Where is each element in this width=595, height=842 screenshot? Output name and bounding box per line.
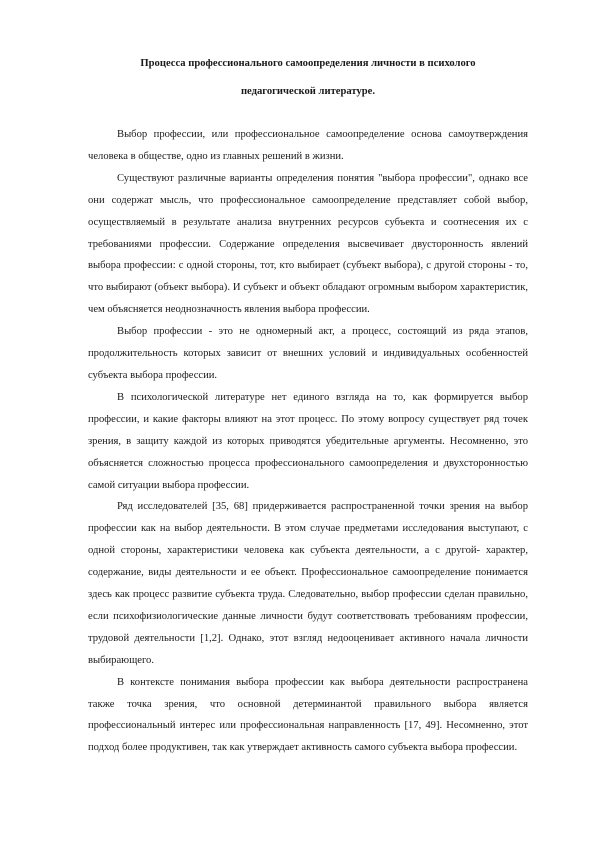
paragraph-5: Ряд исследователей [35, 68] придерживается распространенной точки зрения на выбор профессии как на выбор деятельности. В этом случае предметами исследования выступают, с одной стороны, характеристики человека как субъекта деятельности, а с другой- характер, содержание, виды деятельности и ее объект. Профессиональное самоопределение понимается здесь как процесс развитие субъекта труда. Следовательно, выбор профессии сделан правильно, если психофизиологические данные личности будут соответствовать требованиям профессии, трудовой деятельности [1,2]. Однако, этот взгляд недооценивает активного начала личности выбирающего. — [88, 501, 528, 666]
paragraph-6: В контексте понимания выбора профессии как выбора деятельности распространена также точка зрения, что основной детерминантой правильного выбора является профессиональный интерес или профессиональная направленность [17, 49]. Несомненно, этот подход более продуктивен, так как утверждает активность самого субъекта выбора профессии. — [88, 676, 528, 754]
title-line-1: Процесса профессионального самоопределения личности в психолого — [140, 58, 476, 69]
document-title — [88, 50, 528, 106]
paragraph-2: Существуют различные варианты определения понятия "выбора профессии", однако все они содержат мысль, что профессиональное самоопределение представляет собой выбор, осуществляемый в результате анализа внутренних ресурсов субъекта и соотнесения их с требованиями профессии. Содержание определения высвечивает двусторонность явлений выбора профессии: с одной стороны, тот, кто выбирает (субъект выбора), с другой стороны - то, что выбирают (объект выбора). И субъект и объект обладают огромным выбором характеристик, чем объясняется неоднозначность явления выбора профессии. — [88, 172, 528, 316]
title-line-2: педагогической литературе. — [240, 86, 376, 97]
paragraph-4: В психологической литературе нет единого взгляда на то, как формируется выбор профессии, и какие факторы влияют на этот процесс. По этому вопросу существует ряд точек зрения, в защиту каждой из которых приводятся убедительные аргументы. Несомненно, это объясняется сложностью процесса профессионального самоопределения и двухсторонностью самой ситуации выбора профессии. — [88, 391, 528, 491]
paragraph-1: Выбор профессии, или профессиональное самоопределение основа самоутверждения человека в обществе, одно из главных решений в жизни. — [88, 129, 528, 162]
document-body — [88, 124, 528, 759]
paragraph-3: Выбор профессии - это не одномерный акт, а процесс, состоящий из ряда этапов, продолжительность которых зависит от внешних условий и индивидуальных особенностей субъекта выбора профессии. — [88, 326, 528, 381]
